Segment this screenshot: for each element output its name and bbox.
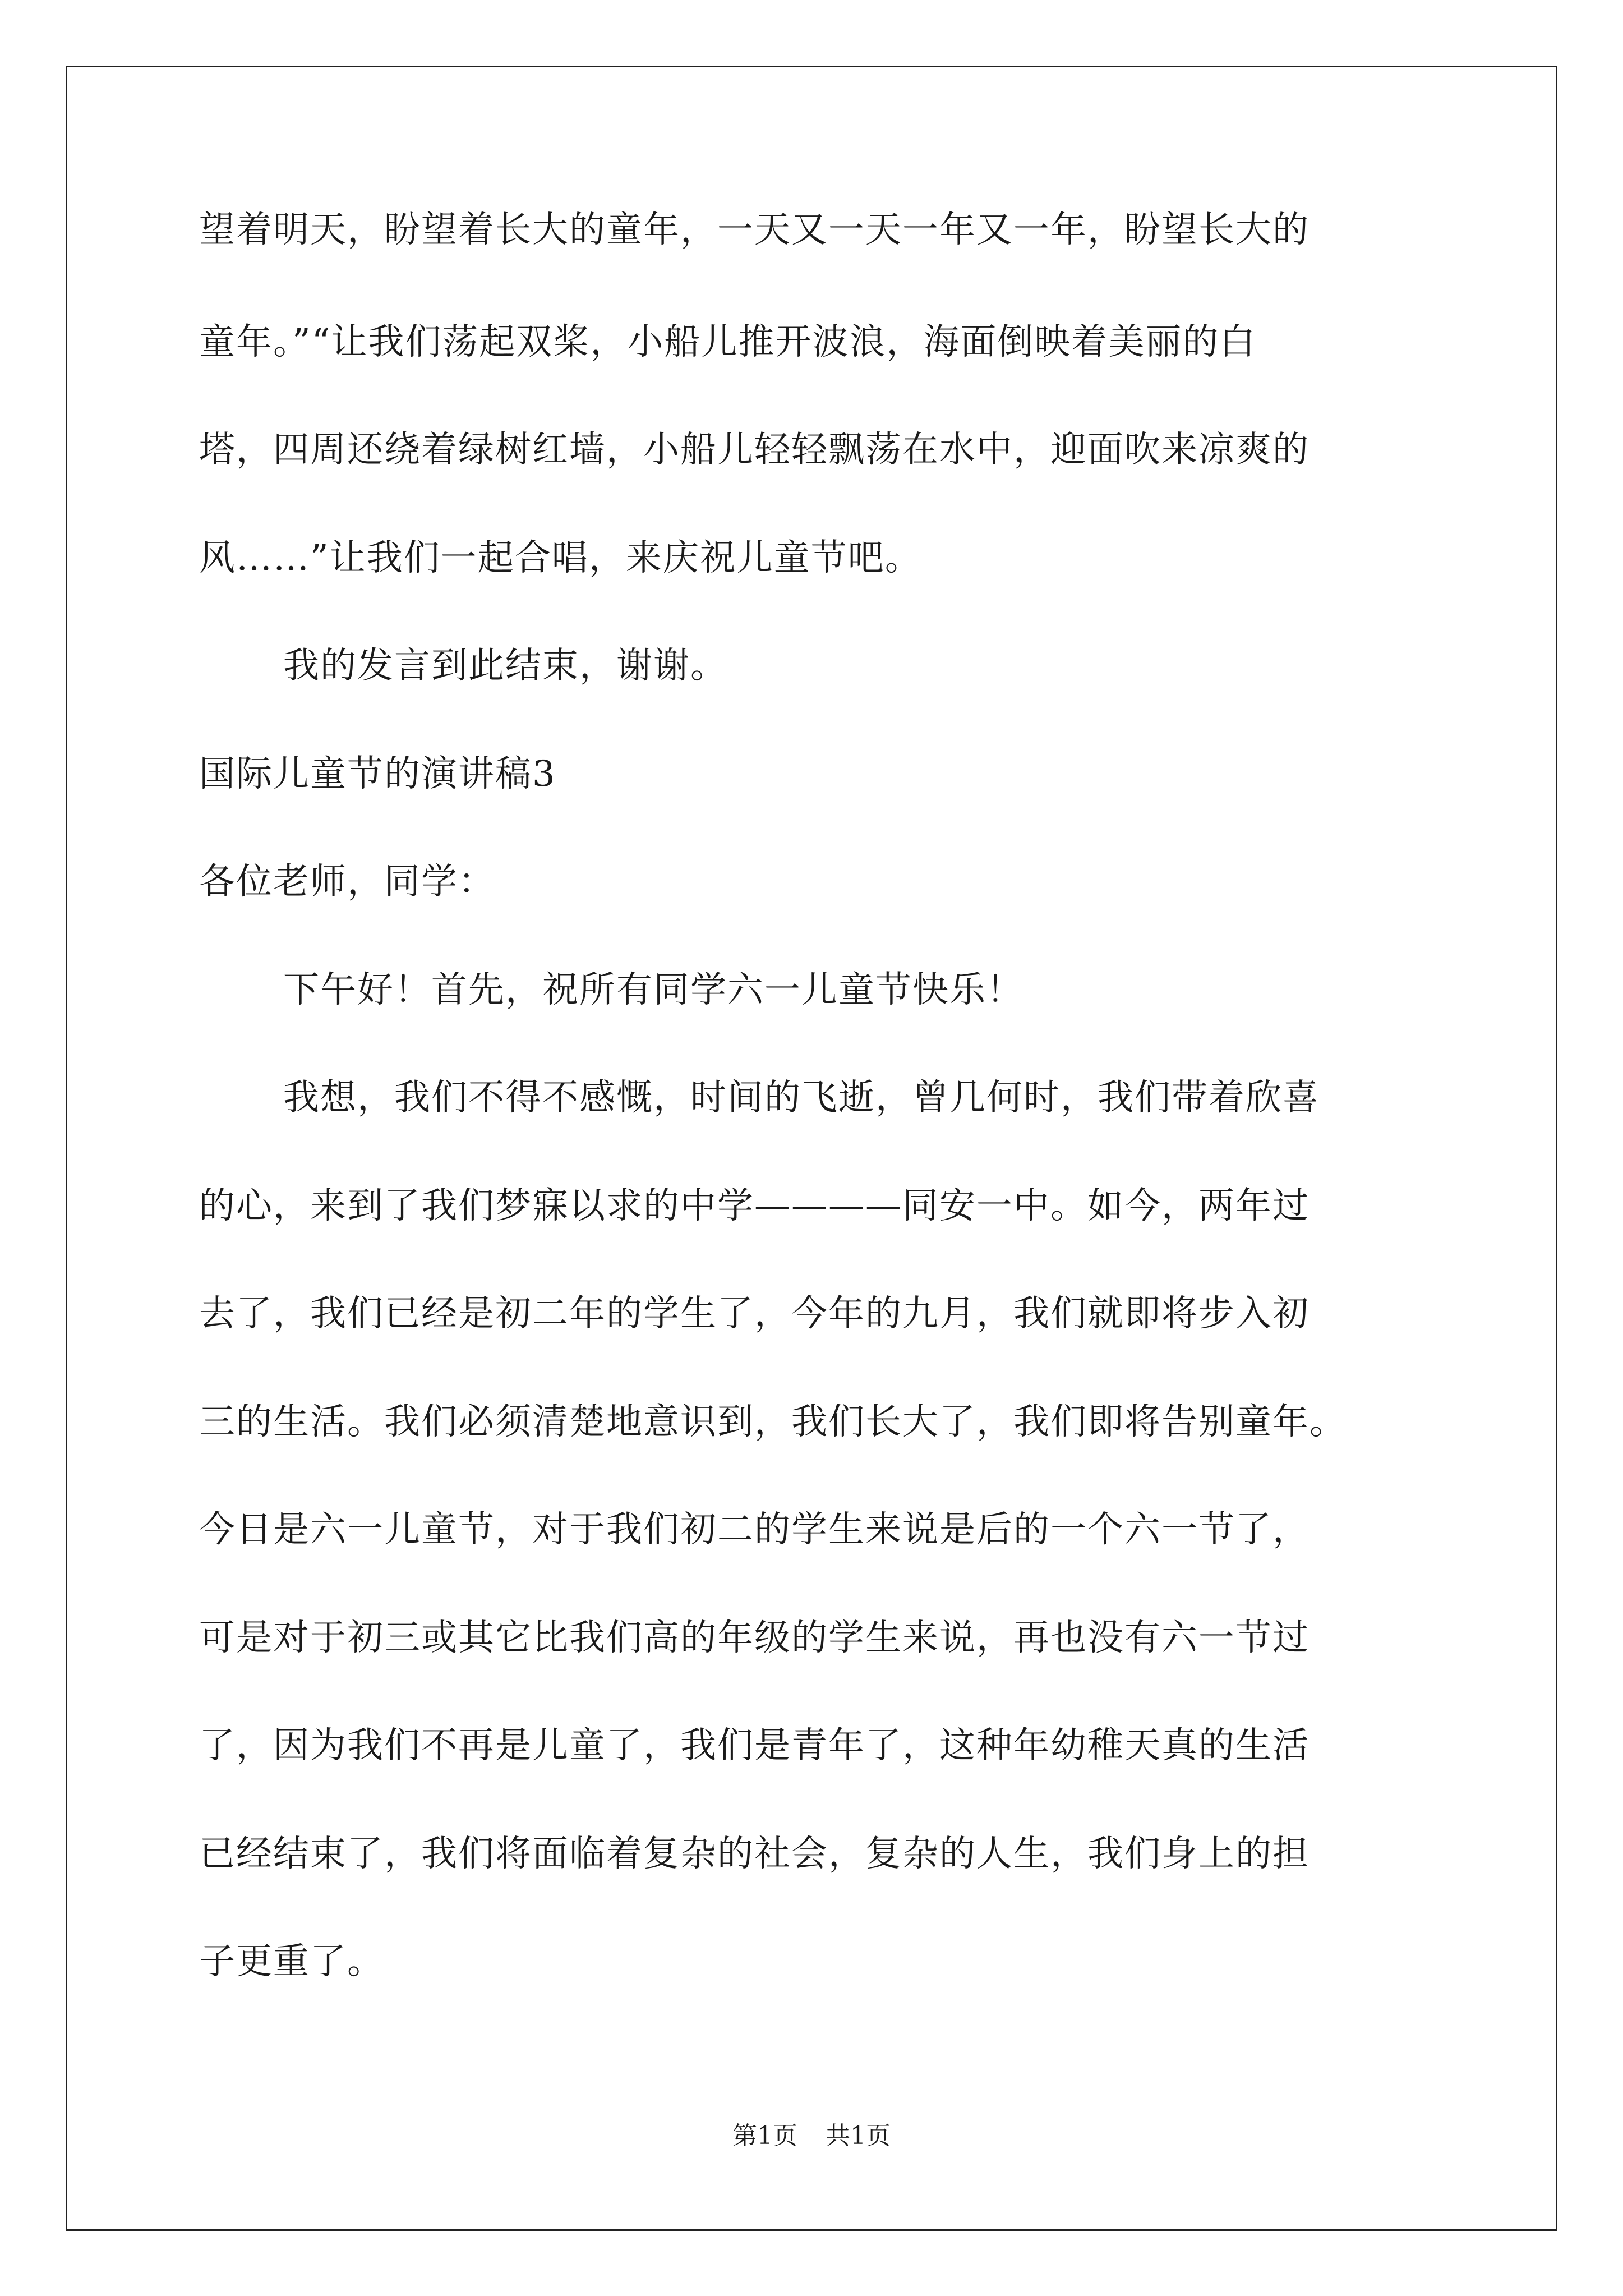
paragraph-line: 可是对于初三或其它比我们高的年级的学生来说，再也没有六一节过: [199, 1617, 1310, 1659]
paragraph-line: 去了，我们已经是初二年的学生了，今年的九月，我们就即将步入初: [199, 1293, 1310, 1335]
paragraph-line: 子更重了。: [199, 1941, 384, 1982]
paragraph-line: 的心，来到了我们梦寐以求的中学————同安一中。如今，两年过: [199, 1185, 1310, 1227]
paragraph-line: 风……”让我们一起合唱，来庆祝儿童节吧。: [199, 537, 922, 579]
paragraph-line: 塔，四周还绕着绿树红墙，小船儿轻轻飘荡在水中，迎面吹来凉爽的: [199, 429, 1310, 471]
paragraph-line: 已经结束了，我们将面临着复杂的社会，复杂的人生，我们身上的担: [199, 1833, 1310, 1875]
paragraph-line: 望着明天，盼望着长大的童年，一天又一天一年又一年，盼望长大的: [199, 209, 1310, 251]
salutation: 各位老师，同学：: [199, 861, 495, 903]
page-footer: [0, 2119, 1623, 2153]
paragraph-line: 我想，我们不得不感慨，时间的飞逝，曾几何时，我们带着欣喜: [283, 1077, 1320, 1119]
page-number: 第1页: [732, 2122, 797, 2150]
greeting-line: 下午好！首先，祝所有同学六一儿童节快乐！: [283, 969, 1023, 1011]
page-total: 共1页: [826, 2122, 891, 2150]
paragraph-line: 了，因为我们不再是儿童了，我们是青年了，这种年幼稚天真的生活: [199, 1725, 1310, 1766]
paragraph-line: 今日是六一儿童节，对于我们初二的学生来说是后的一个六一节了，: [199, 1509, 1310, 1550]
paragraph-line: 三的生活。我们必须清楚地意识到，我们长大了，我们即将告别童年。: [199, 1401, 1347, 1443]
page-border: [66, 66, 1557, 2231]
closing-line: 我的发言到此结束，谢谢。: [283, 645, 727, 687]
paragraph-line: 童年。”“让我们荡起双桨，小船儿推开波浪，海面倒映着美丽的白: [199, 321, 1257, 363]
section-title: 国际儿童节的演讲稿3: [199, 753, 556, 795]
